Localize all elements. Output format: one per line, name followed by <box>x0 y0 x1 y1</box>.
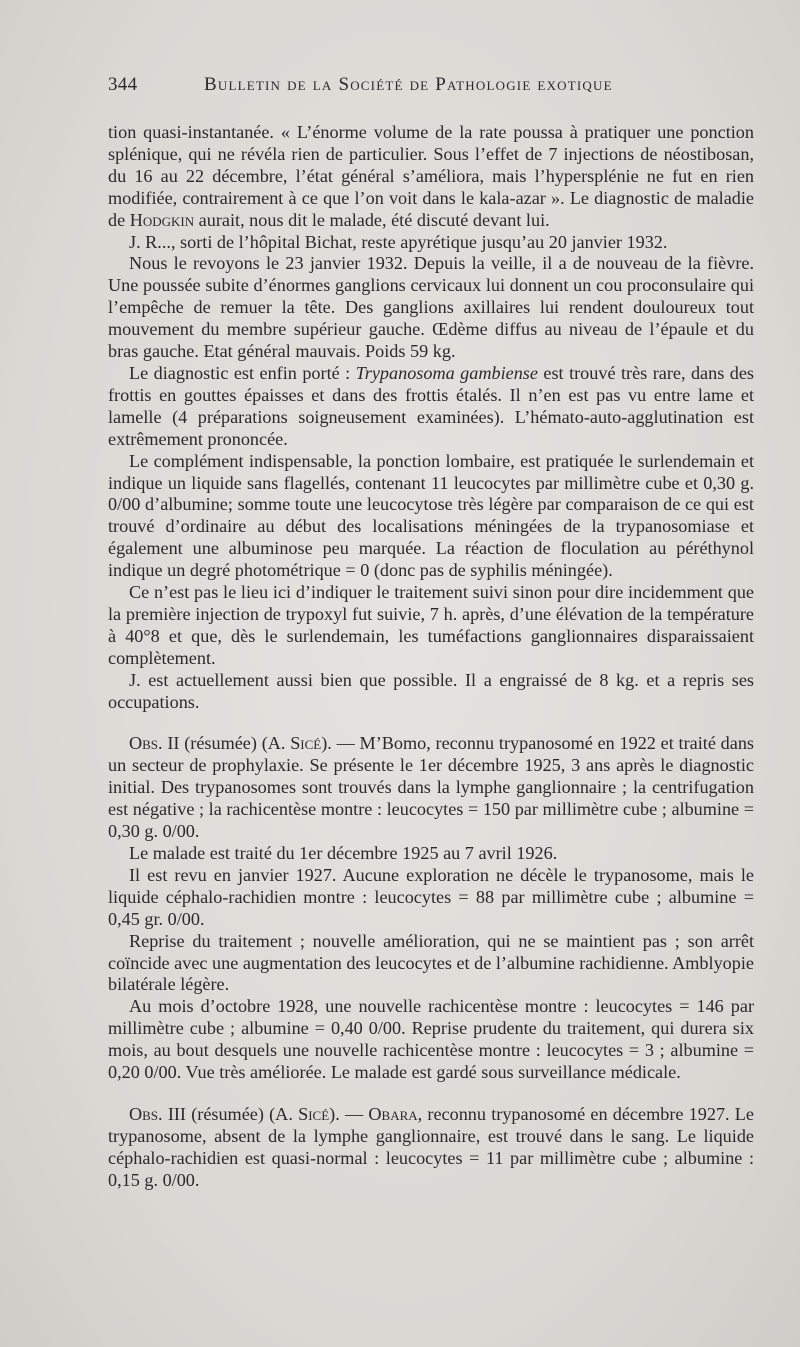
text-run: Reprise du traitement ; nouvelle amélioration, qui ne se maintient pas ; son arrêt coïncide avec une augmentation des leucocytes et de l’albumine rachidienne. Amblyopie bilatérale légère. <box>108 930 754 995</box>
paragraph <box>108 232 754 254</box>
text-run: , reconnu trypanosomé en décembre 1927. Le trypanosome, absent de la lymphe ganglionnaire, est trouvé dans le sang. Le liquide céphalo-rachidien est quasi-normal : leucocytes = 11 par millimètre cube ; albumine : 0,15 g. 0/00. <box>108 1103 754 1190</box>
paragraph <box>108 582 754 670</box>
paragraph <box>108 865 754 931</box>
page-number: 344 <box>108 74 138 95</box>
paragraph <box>108 931 754 997</box>
paragraph <box>108 122 754 232</box>
paragraph <box>108 843 754 865</box>
text-run: Ce n’est pas le lieu ici d’indiquer le traitement suivi sinon pour dire incidemment que la première injection de trypoxyl fut suivie, 7 h. après, d’une élévation de la température à 40°8 et que, dès le surlendemain, les tuméfactions ganglionnaires disparaissaient complètement. <box>108 582 754 668</box>
text-run: Le diagnostic est enfin porté : <box>129 362 356 383</box>
text-run: Le malade est traité du 1er décembre 1925 au 7 avril 1926. <box>129 843 558 863</box>
text-run: aurait, nous dit le malade, été discuté devant lui. <box>194 209 550 230</box>
small-caps-name: Sicé <box>290 733 322 754</box>
text-run: Il est revu en janvier 1927. Aucune exploration ne décèle le trypanosome, mais le liquide céphalo-rachidien montre : leucocytes = 88 par millimètre cube ; albumine = 0,45 gr. 0/00. <box>108 864 754 929</box>
text-run: ). — <box>329 1103 369 1124</box>
text-run: est trouvé très rare, dans des frottis en gouttes épaisses et dans des frottis étalés. Il n’en est pas vu entre lame et lamelle (4 préparations soigneusement examinées). L’hémato-auto-agglutination est extrêmement prononcée. <box>108 362 754 449</box>
paragraph <box>108 996 754 1084</box>
small-caps-name: Sicé <box>298 1103 330 1124</box>
paragraph <box>108 1104 754 1192</box>
text-run: Nous le revoyons le 23 janvier 1932. Depuis la veille, il a de nouveau de la fièvre. Une poussée subite d’énormes ganglions cervicaux lui donnent un cou proconsulaire qui l’empêche de remuer la tête. Des ganglions axillaires lui rendent douloureux tout mouvement du membre supérieur gauche. Œdème diffus au niveau de l’épaule et du bras gauche. Etat général mauvais. Poids 59 kg. <box>108 253 754 362</box>
small-caps-name: Obs. <box>129 1103 163 1124</box>
italic-term: Trypanosoma gambiense <box>355 362 538 383</box>
article-body <box>108 122 754 1192</box>
paragraph <box>108 670 754 714</box>
text-run: J. est actuellement aussi bien que possible. Il a engraissé de 8 kg. et a repris ses occupations. <box>108 669 754 712</box>
text-run: tion quasi-instantanée. « L’énorme volume de la rate poussa à pratiquer une ponction splénique, qui ne révéla rien de particulier. Sous l’effet de 7 injections de néostibosan, du 16 au 22 décembre, l’état général s’améliora, mais l’hypersplénie ne fut en rien modifiée, contrairement à ce que l’on voit dans le kala-azar ». Le diagnostic de maladie de <box>108 122 754 230</box>
text-run: ). — M’Bomo, reconnu trypanosomé en 1922 et traité dans un secteur de prophylaxie. Se présente le 1er décembre 1925, 3 ans après le diagnostic initial. Des trypanosomes sont trouvés dans la lymphe ganglionnaire ; la centrifugation est négative ; la rachicentèse montre : leucocytes = 150 par millimètre cube ; albumine = 0,30 g. 0/00. <box>108 733 754 842</box>
small-caps-name: Hodgkin <box>129 209 195 230</box>
paragraph <box>108 733 754 843</box>
paragraph <box>108 451 754 582</box>
text-run: Au mois d’octobre 1928, une nouvelle rachicentèse montre : leucocytes = 146 par millimètre cube ; albumine = 0,40 0/00. Reprise prudente du traitement, qui durera six mois, au bout desquels une nouvelle rachicentèse montre : leucocytes = 3 ; albumine = 0,20 0/00. Vue très améliorée. Le malade est gardé sous surveillance médicale. <box>108 996 754 1083</box>
paragraph <box>108 253 754 363</box>
running-title: Bulletin de la Société de Pathologie exotique <box>204 74 613 95</box>
text-run: J. R..., sorti de l’hôpital Bichat, reste apyrétique jusqu’au 20 janvier 1932. <box>129 231 668 252</box>
text-run: II (résumée) (A. <box>162 733 291 754</box>
text-run: Le complément indispensable, la ponction lombaire, est pratiquée le surlendemain et indique un liquide sans flagellés, contenant 11 leucocytes par millimètre cube et 0,30 g. 0/00 d’albumine; somme toute une leucocytose très légère par comparaison de ce qui est trouvé d’ordinaire au début des localisations méningées de la trypanosomiase et également une albuminose peu marquée. La réaction de floculation au péréthynol indique un degré photométrique = 0 (donc pas de syphilis méningée). <box>108 450 754 581</box>
small-caps-name: Obara <box>368 1103 418 1124</box>
paragraph <box>108 363 754 451</box>
text-run: III (résumée) (A. <box>162 1103 299 1124</box>
small-caps-name: Obs. <box>129 733 163 754</box>
